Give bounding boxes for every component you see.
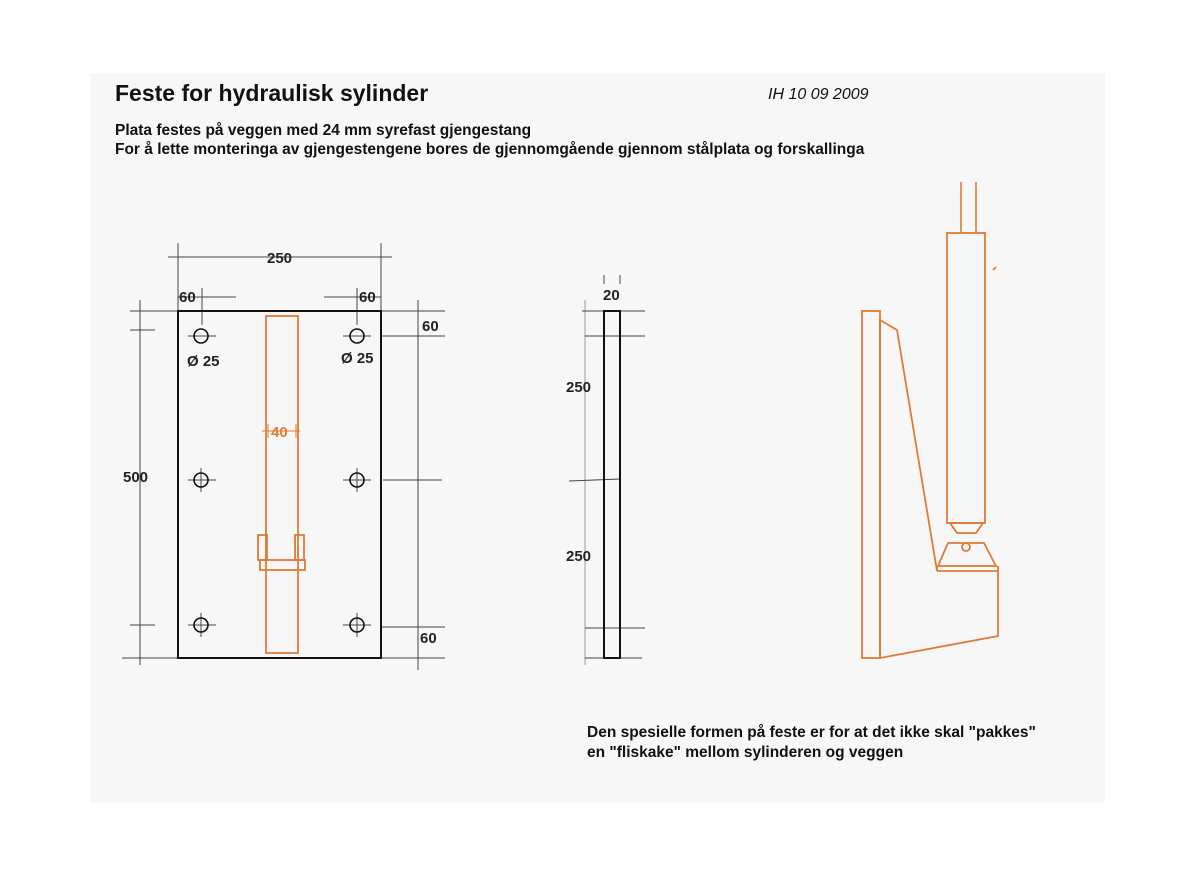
description-line-2: For å lette monteringa av gjengestengene bores de gjennomgående gjennom stålplata og forskallinga (115, 141, 865, 158)
dim-right-offset-label: 60 (359, 289, 376, 306)
steel-plate-side (604, 311, 620, 658)
wall-bracket (862, 311, 998, 658)
dim-left-offset-label: 60 (179, 289, 196, 306)
hole-left-label: Ø 25 (187, 353, 220, 370)
side-upper-label: 250 (566, 379, 592, 396)
side-view (569, 275, 645, 665)
note-line-2: en "fliskake" mellom sylinderen og veggen (587, 744, 904, 761)
dim-width-label: 250 (267, 250, 293, 267)
bar-width-label: 40 (271, 424, 288, 441)
dim-top-offset-label: 60 (422, 318, 439, 335)
hole-right-label: Ø 25 (341, 350, 374, 367)
drawing-title: Feste for hydraulisk sylinder (115, 80, 429, 106)
drawing-date: IH 10 09 2009 (768, 86, 869, 103)
cylinder-rod (961, 182, 976, 233)
note-line-1: Den spesielle formen på feste er for at det ikke skal "pakkes" (587, 724, 1036, 741)
bracket-bar-front (258, 316, 305, 653)
dim-height-label: 500 (123, 469, 149, 486)
dim-bottom-offset-label: 60 (420, 630, 437, 647)
side-thickness-label: 20 (603, 287, 620, 304)
hydraulic-cylinder (937, 233, 998, 571)
description-line-1: Plata festes på veggen med 24 mm syrefast gjengestang (115, 122, 532, 139)
side-lower-label: 250 (566, 548, 592, 565)
front-view (122, 243, 445, 670)
